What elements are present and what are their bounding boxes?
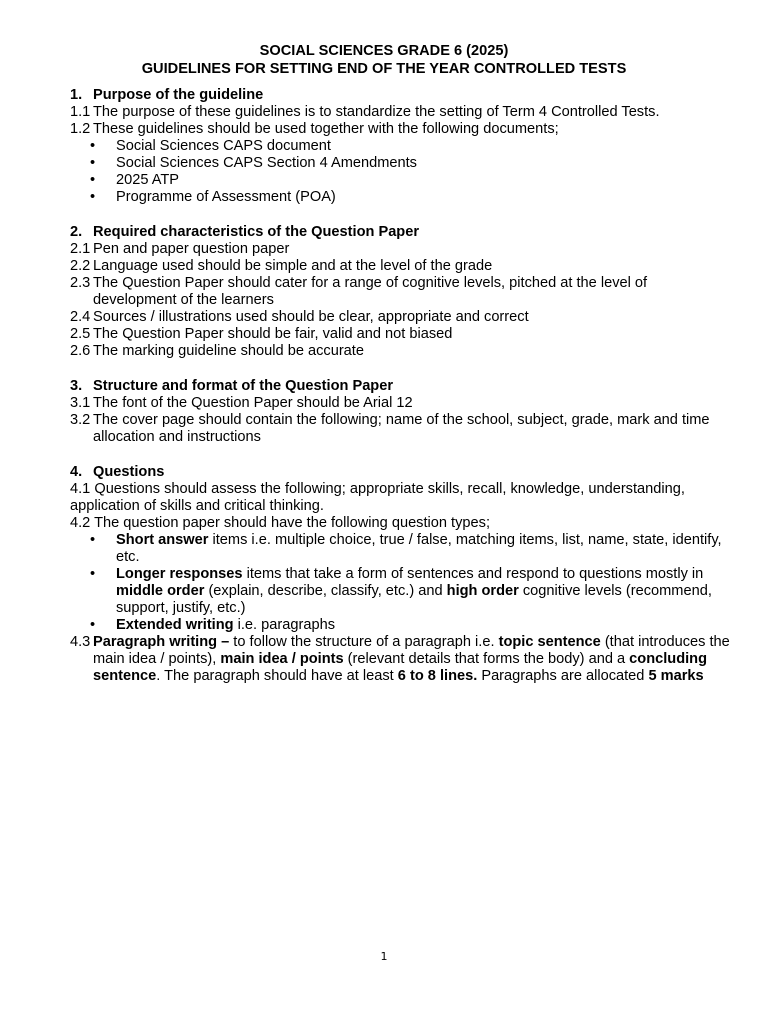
list-item: 2.4 Sources / illustrations used should be clear, appropriate and correct bbox=[70, 309, 529, 325]
list-item: 2.1 Pen and paper question paper bbox=[70, 241, 290, 257]
list-item: 3.1 The font of the Question Paper should be Arial 12 bbox=[70, 395, 413, 411]
bullet-icon: • bbox=[90, 155, 96, 171]
section-1-heading: 1. Purpose of the guideline bbox=[70, 87, 264, 103]
bullet-icon: • bbox=[90, 172, 96, 188]
section-2-heading: 2. Required characteristics of the Question Paper bbox=[70, 224, 420, 240]
list-item: 2.2 Language used should be simple and at the level of the grade bbox=[70, 258, 493, 274]
bullet-item: • Short answer items i.e. multiple choice, true / false, matching items, list, name, state, identify, etc. bbox=[90, 532, 722, 565]
list-item: 2.6 The marking guideline should be accurate bbox=[70, 343, 364, 359]
page-number: 1 bbox=[380, 950, 388, 963]
spacer bbox=[70, 446, 730, 464]
list-item-4-1: 4.1 Questions should assess the following; appropriate skills, recall, knowledge, understanding, application of skills and critical thinking. bbox=[70, 481, 685, 514]
list-item-4-2: 4.2 The question paper should have the following question types; bbox=[70, 515, 490, 531]
list-item: 3.2 The cover page should contain the following; name of the school, subject, grade, mark and time allocation and instructions bbox=[70, 412, 710, 445]
section-3-heading: 3. Structure and format of the Question Paper bbox=[70, 378, 394, 394]
bullet-item: • Extended writing i.e. paragraphs bbox=[90, 617, 335, 633]
bullet-item: • Social Sciences CAPS document bbox=[90, 138, 331, 154]
bullet-item: • 2025 ATP bbox=[90, 172, 180, 188]
bullet-icon: • bbox=[90, 566, 96, 582]
list-item: 2.5 The Question Paper should be fair, valid and not biased bbox=[70, 326, 453, 342]
bullet-icon: • bbox=[90, 138, 96, 154]
bullet-item: • Longer responses items that take a form of sentences and respond to questions mostly in middle order (explain, describe, classify, etc.) and high order cognitive levels (recommend, support, justify, etc.) bbox=[90, 566, 712, 616]
section-4-heading: 4. Questions bbox=[70, 464, 165, 480]
bullet-icon: • bbox=[90, 617, 96, 633]
document-subtitle: GUIDELINES FOR SETTING END OF THE YEAR CONTROLLED TESTS bbox=[141, 61, 627, 77]
document-body bbox=[70, 87, 730, 685]
bullet-item: • Social Sciences CAPS Section 4 Amendments bbox=[90, 155, 417, 171]
spacer bbox=[70, 206, 730, 224]
bullet-icon: • bbox=[90, 532, 96, 548]
bullet-item: • Programme of Assessment (POA) bbox=[90, 189, 336, 205]
bullet-icon: • bbox=[90, 189, 96, 205]
list-item-4-3: 4.3 Paragraph writing – to follow the structure of a paragraph i.e. topic sentence (that introduces the main idea / points), main idea / points (relevant details that forms the body) and a concluding sentence. The paragraph should have at least 6 to 8 lines. Paragraphs are allocated 5 marks bbox=[70, 634, 730, 684]
document-title: SOCIAL SCIENCES GRADE 6 (2025) bbox=[259, 43, 509, 59]
list-item: 1.1 The purpose of these guidelines is to standardize the setting of Term 4 Controlled Tests. bbox=[70, 104, 660, 120]
spacer bbox=[70, 360, 730, 378]
list-item: 2.3 The Question Paper should cater for a range of cognitive levels, pitched at the level of development of the learners bbox=[70, 275, 648, 308]
list-item: 1.2 These guidelines should be used together with the following documents; bbox=[70, 121, 559, 137]
